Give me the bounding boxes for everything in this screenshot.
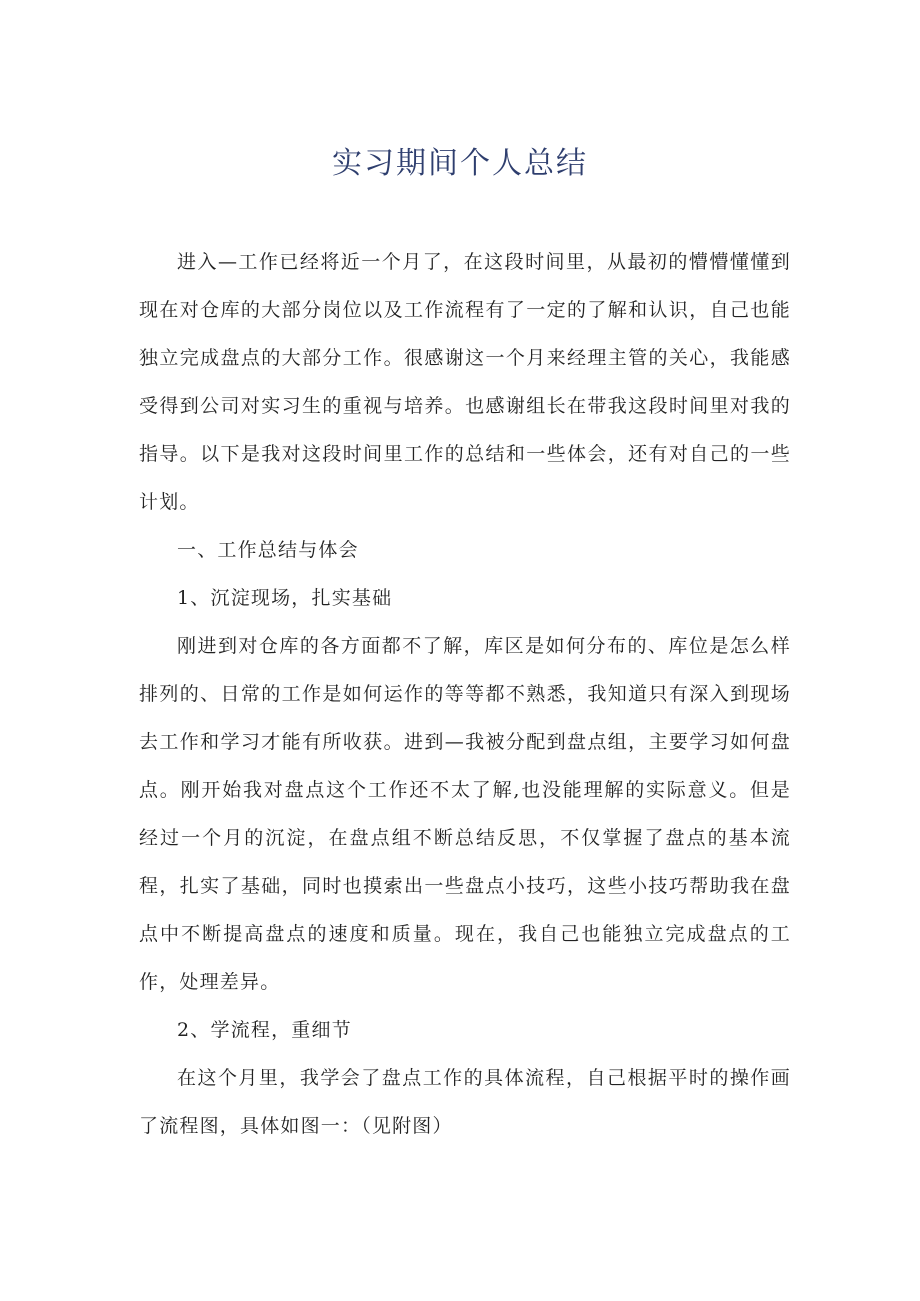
subsection-heading-1: 1、沉淀现场，扎实基础 [177, 587, 393, 609]
section-heading-work-summary: 一、工作总结与体会 [177, 539, 359, 561]
paragraph-subsection-2: 在这个月里，我学会了盘点工作的具体流程，自己根据平时的操作画了流程图，具体如图一：（见附图） [139, 1067, 791, 1137]
paragraph-intro: 进入—工作已经将近一个月了，在这段时间里，从最初的懵懵懂懂到现在对仓库的大部分岗位以及工作流程有了一定的了解和认识，自己也能独立完成盘点的大部分工作。很感谢这一个月来经理主管的关心，我能感受得到公司对实习生的重视与培养。也感谢组长在带我这段时间里对我的指导。以下是我对这段时间里工作的总结和一些体会，还有对自己的一些计划。 [139, 251, 791, 513]
document-title: 实习期间个人总结 [332, 146, 588, 181]
subsection-heading-2: 2、学流程，重细节 [177, 1019, 352, 1041]
paragraph-subsection-1: 刚进到对仓库的各方面都不了解，库区是如何分布的、库位是怎么样排列的、日常的工作是如何运作的等等都不熟悉，我知道只有深入到现场去工作和学习才能有所收获。进到—我被分配到盘点组，主要学习如何盘点。刚开始我对盘点这个工作还不太了解,也没能理解的实际意义。但是经过一个月的沉淀，在盘点组不断总结反思，不仅掌握了盘点的基本流程，扎实了基础，同时也摸索出一些盘点小技巧，这些小技巧帮助我在盘点中不断提高盘点的速度和质量。现在，我自己也能独立完成盘点的工作，处理差异。 [139, 635, 791, 993]
document-body [139, 238, 791, 1150]
